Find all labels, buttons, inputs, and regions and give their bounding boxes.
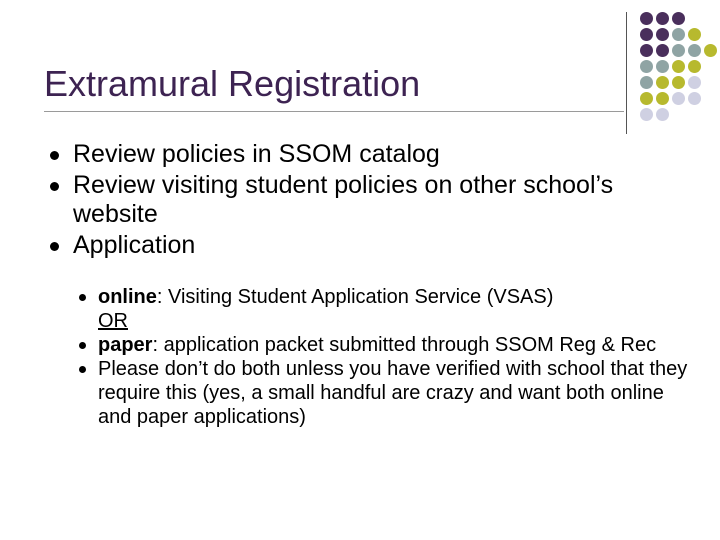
decorative-dot bbox=[656, 44, 669, 57]
decorative-dot bbox=[656, 92, 669, 105]
decorative-dot bbox=[672, 76, 685, 89]
sub-bullet-text: : application packet submitted through SSOM Reg & Rec bbox=[152, 334, 657, 356]
bullet-icon bbox=[50, 242, 59, 251]
decorative-dot bbox=[656, 76, 669, 89]
decorative-dot bbox=[672, 12, 685, 25]
decorative-dot bbox=[688, 76, 701, 89]
sub-bullet-text: : Visiting Student Application Service (VSAS) bbox=[156, 286, 554, 308]
decorative-dot bbox=[704, 44, 717, 57]
decorative-dot bbox=[640, 60, 653, 73]
sub-bullet-icon bbox=[79, 366, 86, 373]
decorative-dot bbox=[688, 28, 701, 41]
decorative-dot bbox=[640, 28, 653, 41]
decorative-dot bbox=[672, 60, 685, 73]
sub-bullet-item bbox=[72, 357, 692, 429]
bullet-item bbox=[44, 231, 644, 260]
bullet-text: Review visiting student policies on other school’s website bbox=[73, 171, 614, 228]
sub-bullet-item bbox=[72, 333, 692, 357]
decorative-dot bbox=[672, 44, 685, 57]
decorative-dot bbox=[656, 12, 669, 25]
decorative-dot bbox=[640, 12, 653, 25]
bullet-item bbox=[44, 140, 644, 169]
decorative-dot bbox=[688, 44, 701, 57]
decorative-dot bbox=[640, 92, 653, 105]
slide-title: Extramural Registration bbox=[44, 63, 421, 104]
sub-bullet-icon bbox=[79, 342, 86, 349]
decorative-dot bbox=[640, 108, 653, 121]
sub-bullet-tail: OR bbox=[98, 310, 128, 332]
bullet-text: Review policies in SSOM catalog bbox=[73, 140, 440, 168]
sub-bullet-item bbox=[72, 285, 692, 333]
bullet-list bbox=[44, 140, 644, 262]
decorative-dot bbox=[640, 76, 653, 89]
decorative-dot bbox=[688, 92, 701, 105]
sub-bullet-text: Please don’t do both unless you have verified with school that they require this (yes, a small handful are crazy and want both online and paper applications) bbox=[98, 358, 688, 428]
decorative-dot bbox=[672, 92, 685, 105]
bullet-icon bbox=[50, 151, 59, 160]
bullet-text: Application bbox=[73, 231, 196, 259]
decorative-dot bbox=[672, 28, 685, 41]
decorative-dot bbox=[640, 44, 653, 57]
bullet-icon bbox=[50, 182, 59, 191]
vertical-divider bbox=[626, 12, 627, 134]
sub-bullet-icon bbox=[79, 294, 86, 301]
decorative-dot bbox=[656, 28, 669, 41]
title-underline bbox=[44, 111, 624, 112]
sub-bullet-list bbox=[72, 285, 692, 429]
sub-bullet-bold: paper bbox=[98, 334, 153, 356]
decorative-dot bbox=[688, 60, 701, 73]
decorative-dot bbox=[656, 60, 669, 73]
bullet-item bbox=[44, 171, 644, 229]
decorative-dot bbox=[656, 108, 669, 121]
sub-bullet-bold: online bbox=[98, 286, 157, 308]
